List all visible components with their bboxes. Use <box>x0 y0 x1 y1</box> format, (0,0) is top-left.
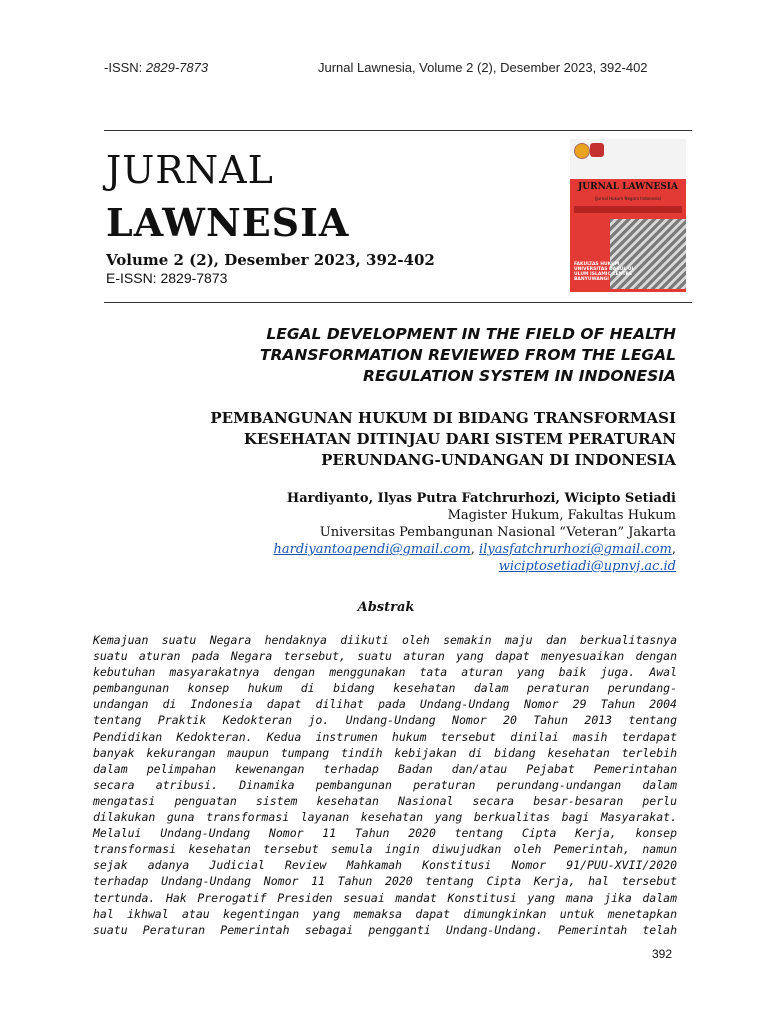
abstract-line: pembangunan konsep hukum di bidang kesehatan dalam peraturan perundang- <box>93 681 677 696</box>
running-header-journal: Jurnal Lawnesia, Volume 2 (2), Desember 2023, 392-402 <box>318 60 648 75</box>
abstract-line: mengatasi penguatan sistem kesehatan Nasional secara besar-besaran perlu <box>93 793 677 808</box>
author-emails: hardiyantoapendi@gmail.com, ilyasfatchrurhozi@gmail.com, <box>273 542 676 557</box>
abstract-line: banyak kekurangan maupun tumpang tindih kebijakan di bidang kesehatan terlebih <box>93 745 677 760</box>
abstract-line: hal ikhwal atau kegentingan yang memaksa dapat dimungkinkan untuk menetapkan <box>93 906 677 921</box>
journal-title-line1: JURNAL <box>106 148 274 192</box>
issn-label: -ISSN: <box>104 60 146 75</box>
journal-title-line2: LAWNESIA <box>106 200 350 245</box>
running-header-issn <box>104 60 208 75</box>
title-id-line: PEMBANGUNAN HUKUM DI BIDANG TRANSFORMASI <box>210 409 676 427</box>
abstract-line: dilakukan guna transformasi layanan kesehatan yang berkualitas bagi Masyarakat. <box>93 810 677 825</box>
abstract-line: Melalui Undang-Undang Nomor 11 Tahun 2020 tentang Cipta Kerja, konsep <box>93 826 677 841</box>
email-link[interactable]: hardiyantoapendi@gmail.com <box>273 542 471 557</box>
cover-footer: FAKULTAS HUKUM UNIVERSITAS DARUL UL ULUM ISLAMIC CENTRE BANYUWANGI <box>574 262 635 282</box>
cover-band <box>574 206 682 213</box>
abstract-line: kebutuhan masyarakatnya dengan menggunakan tata aturan yang baik juga. Awal <box>93 665 677 680</box>
email-link[interactable]: ilyasfatchrurhozi@gmail.com <box>479 542 672 557</box>
title-en-line: TRANSFORMATION REVIEWED FROM THE LEGAL <box>259 346 676 364</box>
page-number: 392 <box>652 947 673 961</box>
abstract-line: undangan di Indonesia dapat dilihat pada Undang-Undang Nomor 29 Tahun 2004 <box>93 697 677 712</box>
affiliation-faculty: Magister Hukum, Fakultas Hukum <box>447 508 676 523</box>
affiliation-university: Universitas Pembangunan Nasional “Veteran” Jakarta <box>319 525 676 540</box>
abstract-heading: Abstrak <box>357 600 415 615</box>
email-link[interactable]: wiciptosetiadi@upnvj.ac.id <box>498 559 676 574</box>
abstract-line: secara atribusi. Dinamika pembangunan peraturan perundang-undangan dalam <box>93 777 677 792</box>
title-en-line: LEGAL DEVELOPMENT IN THE FIELD OF HEALTH <box>266 325 676 343</box>
abstract-line: sejak adanya Judicial Review Mahkamah Konstitusi Nomor 91/PUU-XVII/2020 <box>93 858 677 873</box>
abstract-line: dalam pelimpahan kewenangan terhadap Badan dan/atau Pejabat Pemerintahan <box>93 761 677 776</box>
cover-university-logo-icon <box>574 143 590 159</box>
volume-info: Volume 2 (2), Desember 2023, 392-402 <box>106 251 435 269</box>
cover-subtitle: (Jurnal Hukum Negara Indonesia) <box>594 196 662 201</box>
title-id-line: KESEHATAN DITINJAU DARI SISTEM PERATURAN <box>243 430 676 448</box>
abstract-line: suatu aturan pada Negara tersebut, suatu aturan yang dapat menyesuaikan dengan <box>93 649 677 664</box>
article-title-indonesian <box>150 408 676 471</box>
abstract-line: Pendidikan Kedokteran. Kedua instrumen hukum tersebut dinilai masih terdapat <box>93 729 677 744</box>
abstract-line: terhadap Undang-Undang Nomor 11 Tahun 2020 tentang Cipta Kerja, hal tersebut <box>93 874 677 889</box>
abstract-line: suatu Peraturan Pemerintah sebagai pengganti Undang-Undang. Pemerintah telah <box>93 922 677 937</box>
title-id-line: PERUNDANG-UNDANGAN DI INDONESIA <box>321 451 676 469</box>
abstract-line: tertunda. Hak Prerogatif Presiden sesuai mandat Konstitusi yang mana jika dalam <box>93 890 677 905</box>
issn-value: 2829-7873 <box>145 60 209 75</box>
author-names: Hardiyanto, Ilyas Putra Fatchrurhozi, Wicipto Setiadi <box>286 491 676 506</box>
abstract-body <box>93 632 677 938</box>
abstract-line: Kemajuan suatu Negara hendaknya diikuti oleh semakin maju dan berkualitasnya <box>93 633 677 647</box>
masthead-bottom-rule <box>104 302 692 303</box>
abstract-line: transformasi kesehatan tersebut semula ingin diwujudkan oleh Pemerintah, namun <box>93 842 677 857</box>
cover-faculty-logo-icon <box>590 143 604 157</box>
cover-title: JURNAL LAWNESIA <box>577 182 678 192</box>
journal-cover-image <box>570 139 686 292</box>
top-rule <box>104 130 692 131</box>
abstract-line: tentang Praktik Kedokteran jo. Undang-Undang Nomor 20 Tahun 2013 tentang <box>93 713 677 728</box>
article-title-english <box>150 324 676 387</box>
eissn-info: E-ISSN: 2829-7873 <box>106 270 228 286</box>
title-en-line: REGULATION SYSTEM IN INDONESIA <box>362 367 676 385</box>
author-block <box>150 490 676 575</box>
